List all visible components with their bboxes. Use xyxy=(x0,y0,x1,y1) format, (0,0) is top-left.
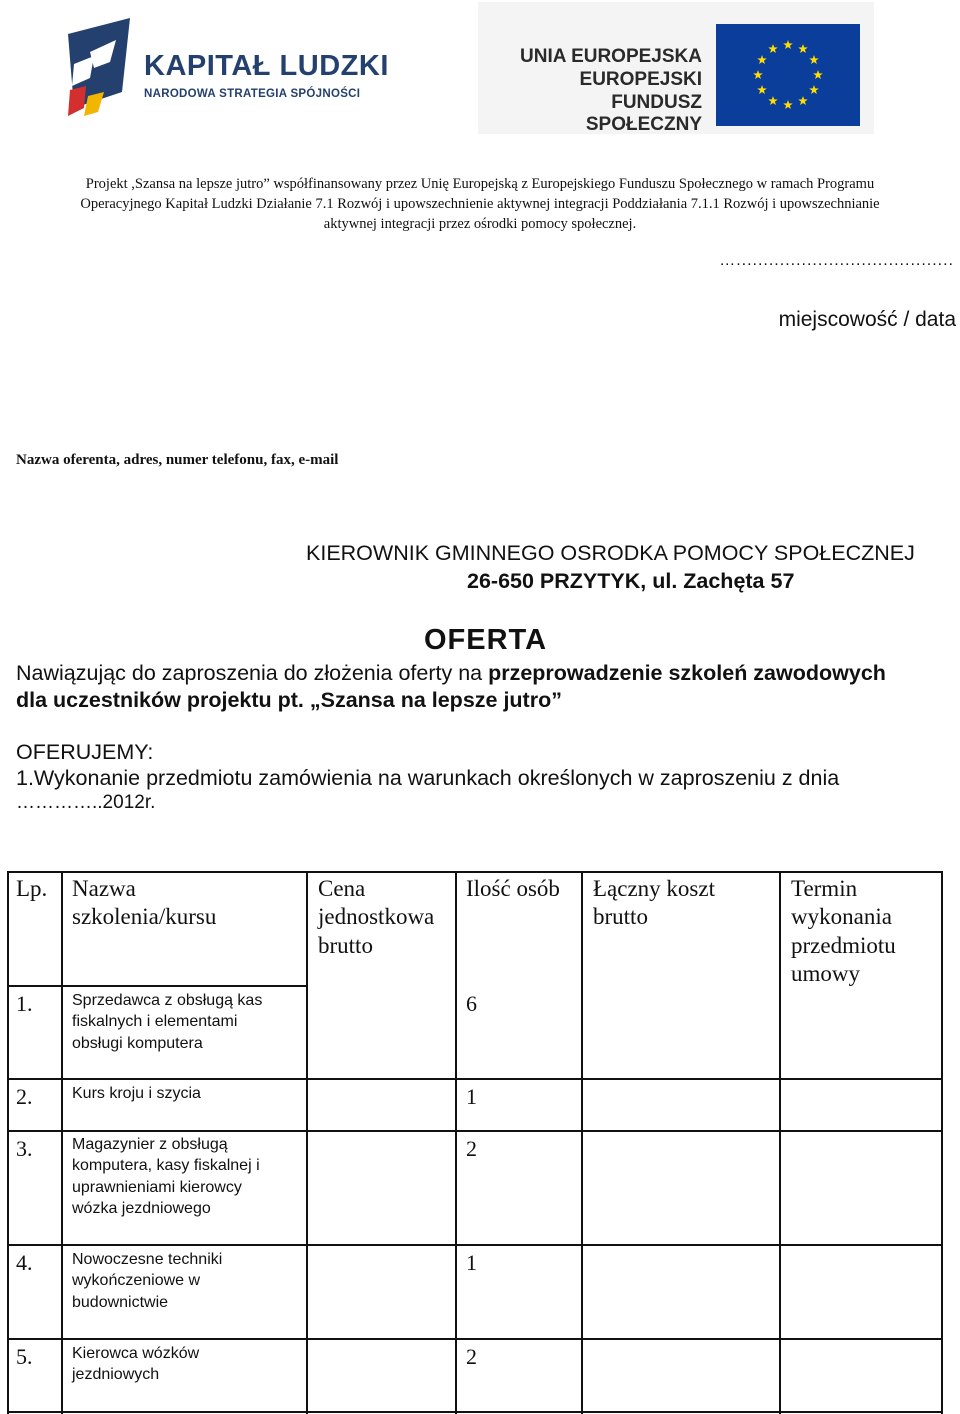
kapital-ludzki-logo xyxy=(60,12,390,124)
header-price-3: brutto xyxy=(318,933,373,958)
header-total-1: Łączny koszt xyxy=(593,876,715,901)
kapital-ludzki-title: KAPITAŁ LUDZKI xyxy=(144,50,389,82)
project-note-line2: Operacyjnego Kapitał Ludzki Działanie 7.1 Rozwój i upowszechnienie aktywnej integracji Poddziałania 7.1.1 Rozwój i upowszechnianie xyxy=(80,196,880,212)
table-border xyxy=(7,1338,943,1340)
row-3-lp: 3. xyxy=(16,1136,33,1161)
row-5-qty: 2 xyxy=(466,1344,477,1369)
row-4-name-3: budownictwie xyxy=(72,1294,169,1311)
row-1-qty: 6 xyxy=(466,991,477,1016)
row-4-name-2: wykończeniowe w xyxy=(72,1272,201,1289)
row-5-lp: 5. xyxy=(16,1344,33,1369)
table-border xyxy=(779,871,781,1414)
header-total-2: brutto xyxy=(593,904,648,929)
project-note xyxy=(0,174,960,234)
header-name-2: szkolenia/kursu xyxy=(72,904,217,929)
intro-line1-plain: Nawiązując do zaproszenia do złożenia oferty na xyxy=(16,661,489,685)
table-border xyxy=(306,871,308,1414)
header-name-1: Nazwa xyxy=(72,876,136,901)
table-border xyxy=(7,1411,943,1413)
header-term-2: wykonania xyxy=(791,904,892,929)
offer-item-1: 1.Wykonanie przedmiotu zamówienia na warunkach określonych w zaproszeniu z dnia xyxy=(16,766,840,790)
header-lp: Lp. xyxy=(16,876,48,901)
offer-heading: OFERUJEMY: xyxy=(16,740,154,764)
table-border xyxy=(7,1130,943,1132)
eu-logo xyxy=(478,2,874,134)
kapital-ludzki-subtitle: NARODOWA STRATEGIA SPÓJNOŚCI xyxy=(144,88,361,100)
offerer-label: Nazwa oferenta, adres, numer telefonu, fax, e-mail xyxy=(16,452,339,468)
eu-logo-line2: EUROPEJSKI xyxy=(579,69,702,90)
intro-line1 xyxy=(16,661,886,686)
row-5-name-2: jezdniowych xyxy=(72,1366,160,1383)
header-price-1: Cena xyxy=(318,876,366,901)
row-3-name-1: Magazynier z obsługą xyxy=(72,1136,228,1153)
row-3-name-2: komputera, kasy fiskalnej i xyxy=(72,1157,260,1174)
table-border xyxy=(7,871,9,1414)
row-3-qty: 2 xyxy=(466,1136,477,1161)
recipient-line2: 26-650 PRZYTYK, ul. Zachęta 57 xyxy=(467,569,795,593)
table-border xyxy=(941,871,943,1414)
table-border xyxy=(7,985,306,987)
header-price-2: jednostkowa xyxy=(318,904,435,929)
eu-logo-line3: FUNDUSZ SPOŁECZNY xyxy=(585,92,702,135)
row-1-name-3: obsługi komputera xyxy=(72,1035,203,1052)
row-4-lp: 4. xyxy=(16,1250,33,1275)
header-term-3: przedmiotu xyxy=(791,933,896,958)
table-border xyxy=(7,1078,943,1080)
recipient-line1: KIEROWNIK GMINNEGO OSRODKA POMOCY SPOŁECZNEJ xyxy=(306,541,915,565)
header-qty: Ilość osób xyxy=(466,876,560,901)
table-border xyxy=(581,871,583,1414)
row-3-name-3: uprawnieniami kierowcy xyxy=(72,1179,242,1196)
place-date-label: miejscowość / data xyxy=(778,308,956,331)
header-term-1: Termin xyxy=(791,876,858,901)
row-2-qty: 1 xyxy=(466,1084,477,1109)
project-note-line1: Projekt ,Szansa na lepsze jutro” współfinansowany przez Unię Europejską z Europejskiego Funduszu Społecznego w ramach Programu xyxy=(85,176,875,192)
eu-flag-icon xyxy=(716,24,860,126)
row-1-lp: 1. xyxy=(16,991,33,1016)
row-4-qty: 1 xyxy=(466,1250,477,1275)
table-border xyxy=(7,1244,943,1246)
row-2-name-1: Kurs kroju i szycia xyxy=(72,1085,201,1102)
intro-line1-bold: przeprowadzenie szkoleń zawodowych xyxy=(488,661,886,685)
offer-item-1-continuation: …………..2012r. xyxy=(16,792,156,813)
intro-line2: dla uczestników projektu pt. „Szansa na lepsze jutro” xyxy=(16,688,562,712)
table-border xyxy=(7,871,943,873)
row-1-name-2: fiskalnych i elementami xyxy=(72,1013,238,1030)
eu-logo-line1: UNIA EUROPEJSKA xyxy=(520,46,702,67)
row-1-name-1: Sprzedawca z obsługą kas xyxy=(72,992,263,1009)
project-note-line3: aktywnej integracji przez ośrodki pomocy społecznej. xyxy=(323,216,637,232)
place-date-dots: …........................................ xyxy=(719,252,954,269)
row-3-name-4: wózka jezdniowego xyxy=(72,1200,211,1217)
row-4-name-1: Nowoczesne techniki xyxy=(72,1251,223,1268)
row-2-lp: 2. xyxy=(16,1084,33,1109)
table-border xyxy=(61,871,63,1414)
kapital-ludzki-star-icon xyxy=(60,12,140,124)
offer-title: OFERTA xyxy=(424,624,548,656)
row-5-name-1: Kierowca wózków xyxy=(72,1345,200,1362)
header-term-4: umowy xyxy=(791,961,860,986)
table-border xyxy=(455,871,457,1414)
